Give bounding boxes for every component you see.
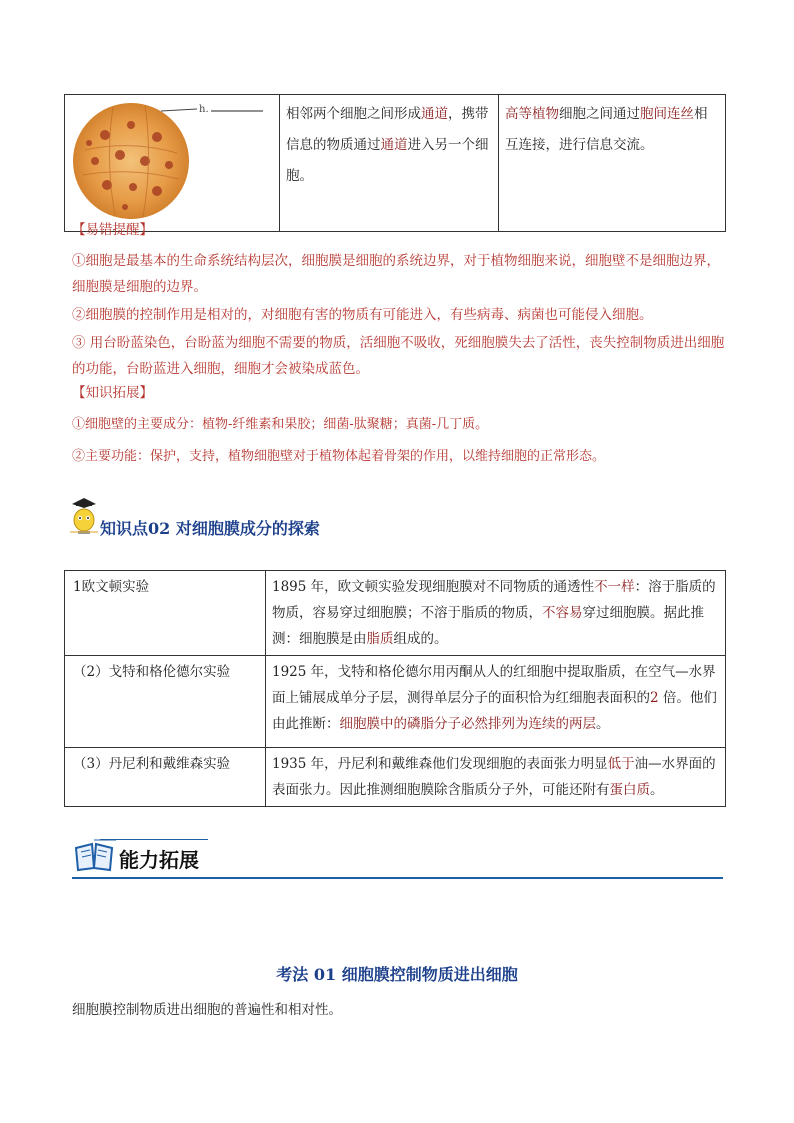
bulb-mascot-icon	[68, 496, 100, 536]
error-tips-header: 【易错提醒】	[72, 222, 153, 238]
info-exchange-table	[64, 94, 726, 232]
table-row	[65, 656, 726, 748]
error-tip-1: ①细胞是最基本的生命系统结构层次，细胞膜是细胞的系统边界，对于植物细胞来说，细胞壁不是细胞边界，细胞膜是细胞的边界。	[72, 253, 720, 295]
extension-header: 【知识拓展】	[72, 385, 153, 401]
error-tips	[72, 217, 730, 382]
section-title: 能力拓展	[119, 848, 199, 872]
knowledge-point-title: 知识点02 对细胞膜成分的探索	[100, 519, 320, 538]
image-label: h.	[199, 104, 209, 115]
cell-image-cell	[65, 95, 280, 232]
error-tip-3: ③ 用台盼蓝染色，台盼蓝为细胞不需要的物质，活细胞不吸收，死细胞膜失去了活性，丧失控制物质进出细胞的功能，台盼蓝进入细胞，细胞才会被染成蓝色。	[72, 335, 725, 377]
table-row	[65, 748, 726, 807]
method-title: 考法 01 细胞膜控制物质进出细胞	[276, 965, 518, 984]
plasmodesmata-cell: 高等植物细胞之间通过胞间连丝相互连接，进行信息交流。	[499, 95, 726, 232]
membrane-exploration-table	[64, 570, 726, 807]
section-top-rule	[100, 839, 208, 840]
extension-item-2: ②主要功能：保护，支持，植物细胞壁对于植物体起着骨架的作用，以维持细胞的正常形态。	[72, 449, 606, 464]
section-rule	[72, 877, 723, 879]
row-content: 1935 年，丹尼利和戴维森他们发现细胞的表面张力明显低于油—水界面的表面张力。因此推测细胞膜除含脂质分子外，可能还附有蛋白质。	[266, 748, 726, 807]
extension-item-1: ①细胞壁的主要成分：植物-纤维素和果胶；细菌-肽聚糖；真菌-几丁质。	[72, 417, 489, 432]
row-label: （2）戈特和格伦德尔实验	[65, 656, 266, 748]
row-content: 1895 年，欧文顿实验发现细胞膜对不同物质的通透性不一样：溶于脂质的物质，容易穿过细胞膜；不溶于脂质的物质，不容易穿过细胞膜。据此推测：细胞膜是由脂质组成的。	[266, 571, 726, 656]
method-body: 细胞膜控制物质进出细胞的普遍性和相对性。	[72, 1002, 342, 1018]
open-book-icon	[72, 838, 116, 874]
row-content: 1925 年，戈特和格伦德尔用丙酮从人的红细胞中提取脂质，在空气—水界面上铺展成单分子层，测得单层分子的面积恰为红细胞表面积的2 倍。他们由此推断：细胞膜中的磷脂分子必然排列为连续的两层。	[266, 656, 726, 748]
row-label: 1欧文顿实验	[65, 571, 266, 656]
error-tip-2: ②细胞膜的控制作用是相对的，对细胞有害的物质有可能进入，有些病毒、病菌也可能侵入细胞。	[72, 307, 653, 323]
row-label: （3）丹尼利和戴维森实验	[65, 748, 266, 807]
table-row	[65, 571, 726, 656]
channel-cell: 相邻两个细胞之间形成通道，携带信息的物质通过通道进入另一个细胞。	[280, 95, 499, 232]
plant-cell-micrograph	[65, 95, 279, 219]
knowledge-extension	[72, 380, 730, 470]
